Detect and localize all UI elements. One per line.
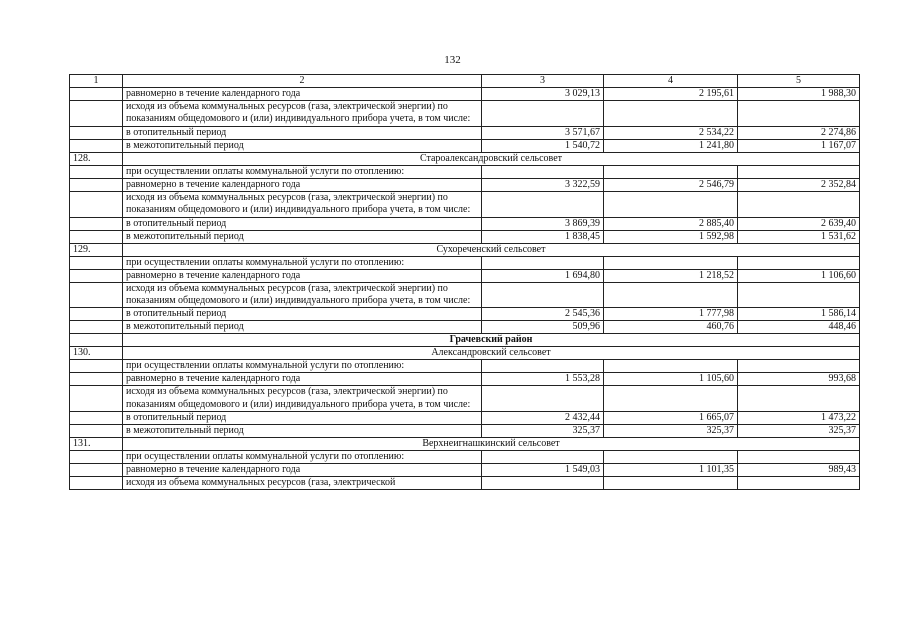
row-label: равномерно в течение календарного года bbox=[123, 88, 482, 101]
value-col4: 1 592,98 bbox=[604, 230, 738, 243]
district-row bbox=[70, 334, 860, 347]
section-row bbox=[70, 347, 860, 360]
value-col3: 509,96 bbox=[482, 321, 604, 334]
row-number-cell bbox=[70, 126, 123, 139]
row-number-cell bbox=[70, 191, 123, 217]
table-row bbox=[70, 178, 860, 191]
table-header-row bbox=[70, 75, 860, 88]
value-col5: 2 274,86 bbox=[738, 126, 860, 139]
row-number-cell bbox=[70, 386, 123, 412]
row-label: равномерно в течение календарного года bbox=[123, 269, 482, 282]
value-col5: 993,68 bbox=[738, 373, 860, 386]
value-col3 bbox=[482, 386, 604, 412]
value-col5: 325,37 bbox=[738, 425, 860, 438]
value-col4 bbox=[604, 165, 738, 178]
row-number-cell bbox=[70, 334, 123, 347]
section-row bbox=[70, 243, 860, 256]
row-number-cell bbox=[70, 88, 123, 101]
value-col3: 1 549,03 bbox=[482, 464, 604, 477]
row-label: исходя из объема коммунальных ресурсов (газа, электрической bbox=[123, 477, 482, 490]
value-col3: 1 838,45 bbox=[482, 230, 604, 243]
row-number-cell bbox=[70, 477, 123, 490]
district-title: Грачевский район bbox=[123, 334, 860, 347]
value-col4 bbox=[604, 282, 738, 308]
table-row bbox=[70, 88, 860, 101]
table-row bbox=[70, 425, 860, 438]
value-col5: 2 352,84 bbox=[738, 178, 860, 191]
row-number-cell bbox=[70, 101, 123, 127]
table-row bbox=[70, 230, 860, 243]
table-row bbox=[70, 477, 860, 490]
column-header-5: 5 bbox=[738, 75, 860, 88]
table-row bbox=[70, 451, 860, 464]
value-col4: 460,76 bbox=[604, 321, 738, 334]
table-row bbox=[70, 269, 860, 282]
value-col4 bbox=[604, 101, 738, 127]
row-number-cell bbox=[70, 464, 123, 477]
value-col4: 1 101,35 bbox=[604, 464, 738, 477]
value-col4: 2 546,79 bbox=[604, 178, 738, 191]
row-number-cell bbox=[70, 282, 123, 308]
row-number-cell bbox=[70, 308, 123, 321]
row-number-cell bbox=[70, 425, 123, 438]
value-col3: 1 540,72 bbox=[482, 139, 604, 152]
row-label: в межотопительный период bbox=[123, 321, 482, 334]
value-col3 bbox=[482, 477, 604, 490]
section-row bbox=[70, 152, 860, 165]
row-number-cell bbox=[70, 373, 123, 386]
table-row bbox=[70, 412, 860, 425]
value-col3 bbox=[482, 282, 604, 308]
value-col4 bbox=[604, 360, 738, 373]
table-row bbox=[70, 256, 860, 269]
row-label: при осуществлении оплаты коммунальной услуги по отоплению: bbox=[123, 165, 482, 178]
value-col5: 1 586,14 bbox=[738, 308, 860, 321]
value-col4: 1 218,52 bbox=[604, 269, 738, 282]
row-label: при осуществлении оплаты коммунальной услуги по отоплению: bbox=[123, 451, 482, 464]
value-col4 bbox=[604, 386, 738, 412]
value-col5 bbox=[738, 360, 860, 373]
row-number-cell bbox=[70, 139, 123, 152]
row-label: в межотопительный период bbox=[123, 425, 482, 438]
column-header-2: 2 bbox=[123, 75, 482, 88]
row-label: в отопительный период bbox=[123, 308, 482, 321]
value-col4: 325,37 bbox=[604, 425, 738, 438]
row-label: исходя из объема коммунальных ресурсов (газа, электрической энергии) по показаниям общедомового и (или) индивидуального прибора учета, в том числе: bbox=[123, 282, 482, 308]
value-col5 bbox=[738, 256, 860, 269]
table-row bbox=[70, 101, 860, 127]
row-label: исходя из объема коммунальных ресурсов (газа, электрической энергии) по показаниям общедомового и (или) индивидуального прибора учета, в том числе: bbox=[123, 191, 482, 217]
value-col5 bbox=[738, 165, 860, 178]
value-col5: 989,43 bbox=[738, 464, 860, 477]
value-col5 bbox=[738, 191, 860, 217]
value-col4: 1 665,07 bbox=[604, 412, 738, 425]
section-title: Староалександровский сельсовет bbox=[123, 152, 860, 165]
value-col5: 1 167,07 bbox=[738, 139, 860, 152]
column-header-3: 3 bbox=[482, 75, 604, 88]
row-number-cell bbox=[70, 412, 123, 425]
value-col5: 1 106,60 bbox=[738, 269, 860, 282]
value-col3 bbox=[482, 451, 604, 464]
column-header-1: 1 bbox=[70, 75, 123, 88]
value-col3: 3 322,59 bbox=[482, 178, 604, 191]
value-col5: 1 531,62 bbox=[738, 230, 860, 243]
row-label: при осуществлении оплаты коммунальной услуги по отоплению: bbox=[123, 256, 482, 269]
value-col3 bbox=[482, 360, 604, 373]
value-col3: 1 694,80 bbox=[482, 269, 604, 282]
column-header-4: 4 bbox=[604, 75, 738, 88]
value-col5: 1 988,30 bbox=[738, 88, 860, 101]
row-label: равномерно в течение календарного года bbox=[123, 178, 482, 191]
table-row bbox=[70, 126, 860, 139]
value-col5 bbox=[738, 451, 860, 464]
value-col4: 1 105,60 bbox=[604, 373, 738, 386]
value-col3 bbox=[482, 165, 604, 178]
value-col3: 1 553,28 bbox=[482, 373, 604, 386]
value-col5: 2 639,40 bbox=[738, 217, 860, 230]
row-label: в межотопительный период bbox=[123, 139, 482, 152]
row-label: в отопительный период bbox=[123, 217, 482, 230]
table-body bbox=[70, 75, 860, 490]
section-number: 129. bbox=[70, 243, 123, 256]
row-label: равномерно в течение календарного года bbox=[123, 464, 482, 477]
table-row bbox=[70, 321, 860, 334]
value-col5 bbox=[738, 477, 860, 490]
row-label: исходя из объема коммунальных ресурсов (газа, электрической энергии) по показаниям общедомового и (или) индивидуального прибора учета, в том числе: bbox=[123, 386, 482, 412]
value-col3: 2 432,44 bbox=[482, 412, 604, 425]
value-col3 bbox=[482, 256, 604, 269]
section-row bbox=[70, 438, 860, 451]
row-label: в отопительный период bbox=[123, 412, 482, 425]
section-title: Верхнеигнашкинский сельсовет bbox=[123, 438, 860, 451]
value-col3 bbox=[482, 191, 604, 217]
value-col4 bbox=[604, 191, 738, 217]
table-row bbox=[70, 464, 860, 477]
row-label: в отопительный период bbox=[123, 126, 482, 139]
section-number: 130. bbox=[70, 347, 123, 360]
value-col4 bbox=[604, 477, 738, 490]
tariff-table bbox=[69, 74, 860, 490]
value-col4 bbox=[604, 451, 738, 464]
table-row bbox=[70, 165, 860, 178]
value-col4: 1 777,98 bbox=[604, 308, 738, 321]
value-col3 bbox=[482, 101, 604, 127]
row-label: равномерно в течение календарного года bbox=[123, 373, 482, 386]
table-row bbox=[70, 308, 860, 321]
row-label: в межотопительный период bbox=[123, 230, 482, 243]
section-number: 128. bbox=[70, 152, 123, 165]
row-number-cell bbox=[70, 178, 123, 191]
row-number-cell bbox=[70, 217, 123, 230]
value-col3: 3 029,13 bbox=[482, 88, 604, 101]
value-col4: 2 534,22 bbox=[604, 126, 738, 139]
value-col3: 2 545,36 bbox=[482, 308, 604, 321]
value-col5: 448,46 bbox=[738, 321, 860, 334]
table-row bbox=[70, 360, 860, 373]
page-number: 132 bbox=[444, 54, 461, 66]
value-col3: 3 869,39 bbox=[482, 217, 604, 230]
value-col3: 3 571,67 bbox=[482, 126, 604, 139]
table-row bbox=[70, 139, 860, 152]
table-row bbox=[70, 282, 860, 308]
section-number: 131. bbox=[70, 438, 123, 451]
row-number-cell bbox=[70, 269, 123, 282]
table-row bbox=[70, 191, 860, 217]
value-col4: 2 195,61 bbox=[604, 88, 738, 101]
value-col5 bbox=[738, 282, 860, 308]
section-title: Александровский сельсовет bbox=[123, 347, 860, 360]
table-row bbox=[70, 373, 860, 386]
table-row bbox=[70, 217, 860, 230]
row-number-cell bbox=[70, 360, 123, 373]
section-title: Сухореченский сельсовет bbox=[123, 243, 860, 256]
value-col5: 1 473,22 bbox=[738, 412, 860, 425]
row-label: при осуществлении оплаты коммунальной услуги по отоплению: bbox=[123, 360, 482, 373]
value-col4 bbox=[604, 256, 738, 269]
row-label: исходя из объема коммунальных ресурсов (газа, электрической энергии) по показаниям общедомового и (или) индивидуального прибора учета, в том числе: bbox=[123, 101, 482, 127]
value-col5 bbox=[738, 101, 860, 127]
row-number-cell bbox=[70, 451, 123, 464]
row-number-cell bbox=[70, 256, 123, 269]
row-number-cell bbox=[70, 230, 123, 243]
value-col4: 1 241,80 bbox=[604, 139, 738, 152]
row-number-cell bbox=[70, 321, 123, 334]
value-col3: 325,37 bbox=[482, 425, 604, 438]
value-col5 bbox=[738, 386, 860, 412]
row-number-cell bbox=[70, 165, 123, 178]
value-col4: 2 885,40 bbox=[604, 217, 738, 230]
table-row bbox=[70, 386, 860, 412]
